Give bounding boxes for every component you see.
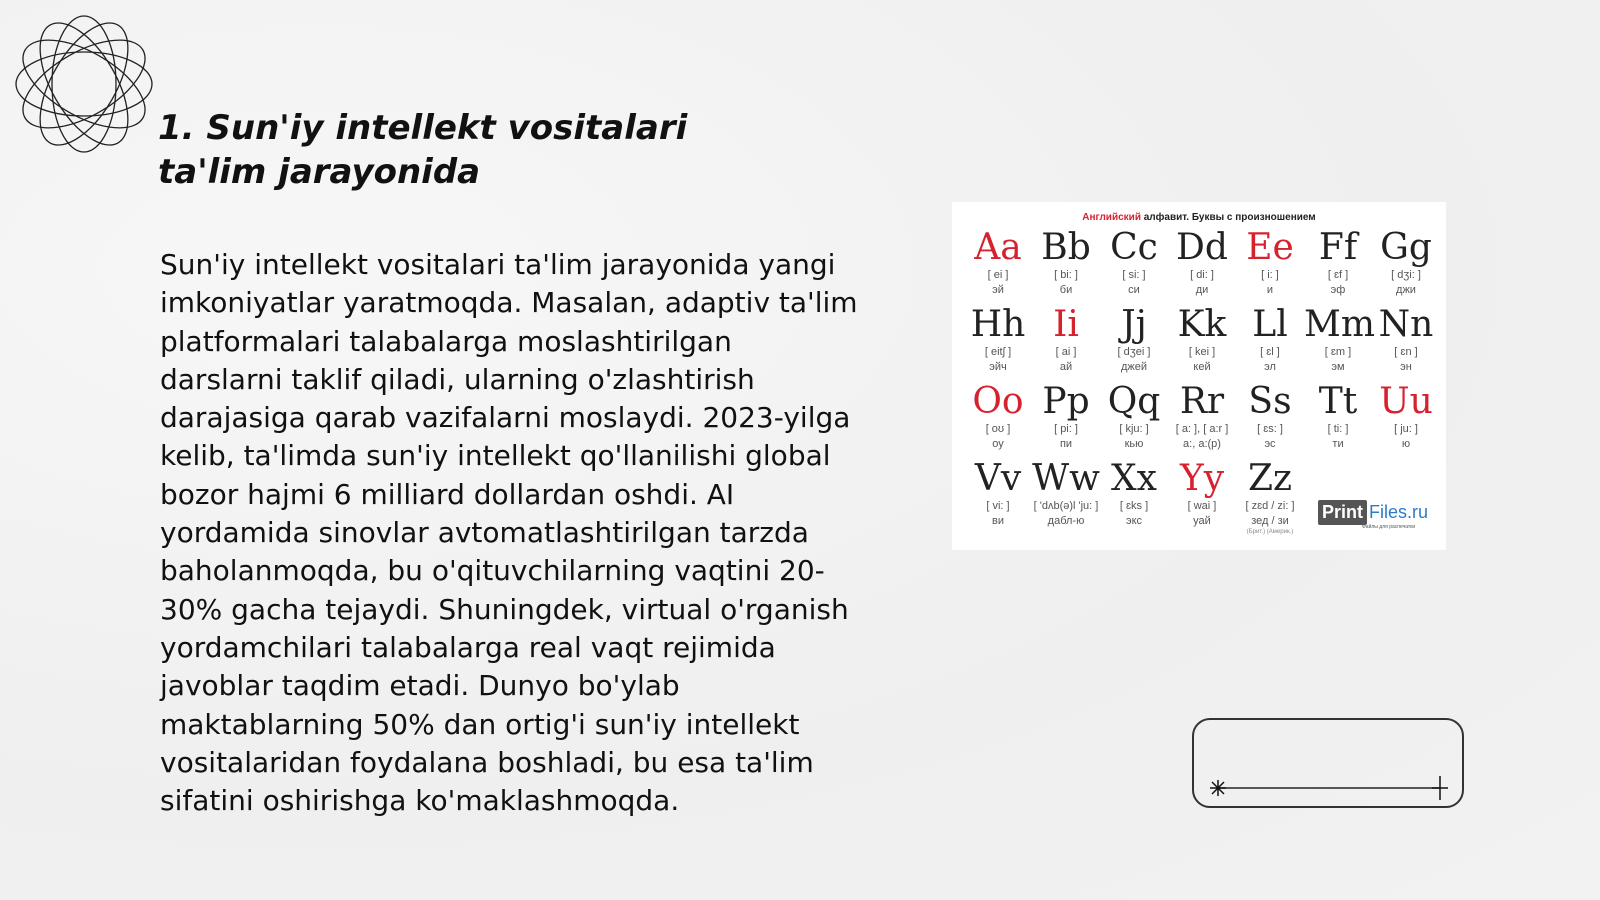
- alphabet-letter: [1168, 228, 1236, 298]
- letter-ipa: [ pi: ]: [1054, 423, 1078, 435]
- letter-russian: би: [1059, 284, 1073, 296]
- line-with-sparkles-icon: [1194, 720, 1466, 810]
- letter-russian: эс: [1264, 438, 1276, 450]
- letter-russian: ти: [1332, 438, 1344, 450]
- brand-files: Files.ru: [1369, 502, 1429, 522]
- letter-ipa: [ eitʃ ]: [984, 346, 1012, 358]
- letter-russian: зед / зи: [1251, 515, 1289, 527]
- letter-glyph: Zz: [1248, 458, 1292, 499]
- alphabet-letter: [1100, 382, 1168, 452]
- alphabet-letter: [1032, 228, 1100, 298]
- alphabet-heading-rest: алфавит. Буквы с произношением: [1140, 212, 1316, 223]
- letter-ipa: [ ei ]: [987, 269, 1009, 281]
- letter-glyph: Oo: [972, 381, 1024, 422]
- decorative-pill-frame: [1192, 718, 1464, 808]
- letter-glyph: Uu: [1379, 381, 1433, 422]
- letter-ipa: [ ɛm ]: [1324, 346, 1352, 358]
- letter-glyph: Tt: [1318, 381, 1358, 422]
- letter-ipa: [ dʒei ]: [1117, 346, 1151, 358]
- letter-ipa: [ ɛks ]: [1119, 500, 1149, 512]
- letter-ipa: [ ɛs: ]: [1257, 423, 1283, 435]
- alphabet-letter: [1100, 228, 1168, 298]
- alphabet-heading-accent: Английский: [1082, 212, 1141, 223]
- letter-ipa: [ a: ], [ a:r ]: [1175, 423, 1229, 435]
- letter-russian: си: [1128, 284, 1140, 296]
- letter-russian: уай: [1193, 515, 1211, 527]
- alphabet-letter: [1304, 382, 1372, 452]
- letter-russian: а:, а:(р): [1183, 438, 1221, 450]
- letter-russian: пи: [1059, 438, 1073, 450]
- alphabet-letter: [1100, 305, 1168, 375]
- alphabet-letter: [1372, 382, 1440, 452]
- letter-ipa: [ ju: ]: [1394, 423, 1418, 435]
- letter-note: (Брит.) (Америк.): [1246, 529, 1294, 535]
- letter-ipa: [ bi: ]: [1054, 269, 1078, 281]
- alphabet-letter: [964, 305, 1032, 375]
- letter-glyph: Kk: [1177, 304, 1227, 345]
- letter-ipa: [ i: ]: [1261, 269, 1279, 281]
- letter-ipa: [ ai ]: [1055, 346, 1077, 358]
- letter-russian: джи: [1396, 284, 1416, 296]
- letter-glyph: Mm: [1304, 304, 1375, 345]
- letter-russian: кью: [1124, 438, 1144, 450]
- alphabet-letter: [1168, 305, 1236, 375]
- letter-russian: оу: [992, 438, 1004, 450]
- letter-glyph: Pp: [1042, 381, 1090, 422]
- letter-glyph: Ff: [1318, 227, 1358, 268]
- letter-glyph: Ll: [1252, 304, 1288, 345]
- letter-glyph: Dd: [1176, 227, 1228, 268]
- alphabet-letter: [1304, 228, 1372, 298]
- letter-glyph: Ii: [1053, 304, 1079, 345]
- alphabet-letter: [1032, 459, 1100, 529]
- letter-russian: эй: [992, 284, 1004, 296]
- letter-glyph: Vv: [974, 458, 1022, 499]
- letter-glyph: Ww: [1032, 458, 1100, 499]
- letter-glyph: Qq: [1107, 381, 1161, 422]
- alphabet-letter: [1304, 304, 1375, 375]
- letter-glyph: Jj: [1121, 304, 1147, 345]
- printfiles-logo: [1318, 500, 1429, 530]
- letter-ipa: [ ɛl ]: [1260, 346, 1280, 358]
- letter-ipa: [ di: ]: [1190, 269, 1214, 281]
- letter-russian: ди: [1195, 284, 1209, 296]
- alphabet-letter: [1236, 228, 1304, 298]
- letter-ipa: [ vi: ]: [986, 500, 1010, 512]
- letter-ipa: [ oʊ ]: [985, 423, 1011, 435]
- letter-ipa: [ ɛn ]: [1394, 346, 1418, 358]
- brand-tag: Файлы для распечатки: [1362, 524, 1416, 530]
- letter-russian: экс: [1125, 515, 1143, 527]
- alphabet-heading: [952, 212, 1446, 223]
- letter-ipa: [ ti: ]: [1327, 423, 1349, 435]
- letter-russian: эл: [1264, 361, 1276, 373]
- alphabet-letter: [1372, 305, 1440, 375]
- alphabet-letter: [1168, 382, 1236, 452]
- decorative-orb-icon: [10, 10, 158, 158]
- letter-ipa: [ dʒi: ]: [1391, 269, 1421, 281]
- letter-ipa: [ kju: ]: [1119, 423, 1149, 435]
- letter-glyph: Bb: [1041, 227, 1091, 268]
- letter-russian: дабл-ю: [1047, 515, 1085, 527]
- alphabet-letter: [964, 382, 1032, 452]
- letter-russian: ай: [1059, 361, 1073, 373]
- letter-glyph: Nn: [1378, 304, 1434, 345]
- slide-title: 1. Sun'iy intellekt vositalari ta'lim jarayonida: [158, 108, 688, 192]
- alphabet-letter: [1168, 459, 1236, 529]
- letter-russian: кей: [1193, 361, 1211, 373]
- alphabet-letter: [1100, 459, 1168, 529]
- letter-glyph: Rr: [1179, 381, 1225, 422]
- letter-russian: эм: [1331, 361, 1345, 373]
- letter-ipa: [ 'dʌb(ə)l 'ju: ]: [1033, 500, 1099, 512]
- letter-glyph: Ss: [1248, 381, 1292, 422]
- letter-ipa: [ wai ]: [1187, 500, 1217, 512]
- letter-glyph: Cc: [1110, 227, 1158, 268]
- letter-glyph: Gg: [1380, 227, 1432, 268]
- letter-ipa: [ si: ]: [1122, 269, 1146, 281]
- letter-glyph: Xx: [1111, 458, 1157, 499]
- letter-russian: и: [1266, 284, 1274, 296]
- alphabet-letter: [964, 459, 1032, 529]
- letter-ipa: [ kei ]: [1188, 346, 1216, 358]
- alphabet-letter: [1236, 382, 1304, 452]
- brand-print: Print: [1318, 500, 1367, 525]
- letter-russian: эйч: [989, 361, 1007, 373]
- letter-glyph: Yy: [1179, 458, 1225, 499]
- letter-glyph: Ee: [1246, 227, 1294, 268]
- letter-ipa: [ ɛf ]: [1327, 269, 1349, 281]
- letter-russian: ю: [1401, 438, 1411, 450]
- alphabet-letter: [1032, 382, 1100, 452]
- letter-ipa: [ zɛd / zi: ]: [1245, 500, 1295, 512]
- slide-paragraph: Sun'iy intellekt vositalari ta'lim jarayonida yangi imkoniyatlar yaratmoqda. Masalan, adaptiv ta'lim platformalari talabalarga moslashtirilgan darslarni taklif qiladi, ularning o'zlashtirish darajasiga qarab vazifalarni moslaydi. 2023-yilga kelib, ta'limda sun'iy intellekt qo'llanilishi global bozor hajmi 6 milliard dollardan oshdi. AI yordamida sinovlar avtomatlashtirilgan tarzda baholanmoqda, bu o'qituvchilarning vaqtini 20-30% gacha tejaydi. Shuningdek, virtual o'rganish yordamchilari talabalarga real vaqt rejimida javoblar taqdim etadi. Dunyo bo'ylab maktablarning 50% dan ortig'i sun'iy intellekt vositalaridan foydalana boshladi, bu esa ta'lim sifatini oshirishga ko'maklashmoqda.: [160, 248, 858, 818]
- alphabet-letter: [1032, 305, 1100, 375]
- letter-russian: эф: [1330, 284, 1346, 296]
- letter-glyph: Aa: [974, 227, 1022, 268]
- alphabet-letter: [1236, 459, 1304, 535]
- letter-russian: ви: [992, 515, 1004, 527]
- alphabet-letter: [1372, 228, 1440, 298]
- letter-russian: эн: [1400, 361, 1412, 373]
- alphabet-letter: [1236, 305, 1304, 375]
- letter-russian: джей: [1120, 361, 1148, 373]
- letter-glyph: Hh: [970, 304, 1026, 345]
- alphabet-letter: [964, 228, 1032, 298]
- alphabet-image: [952, 202, 1446, 550]
